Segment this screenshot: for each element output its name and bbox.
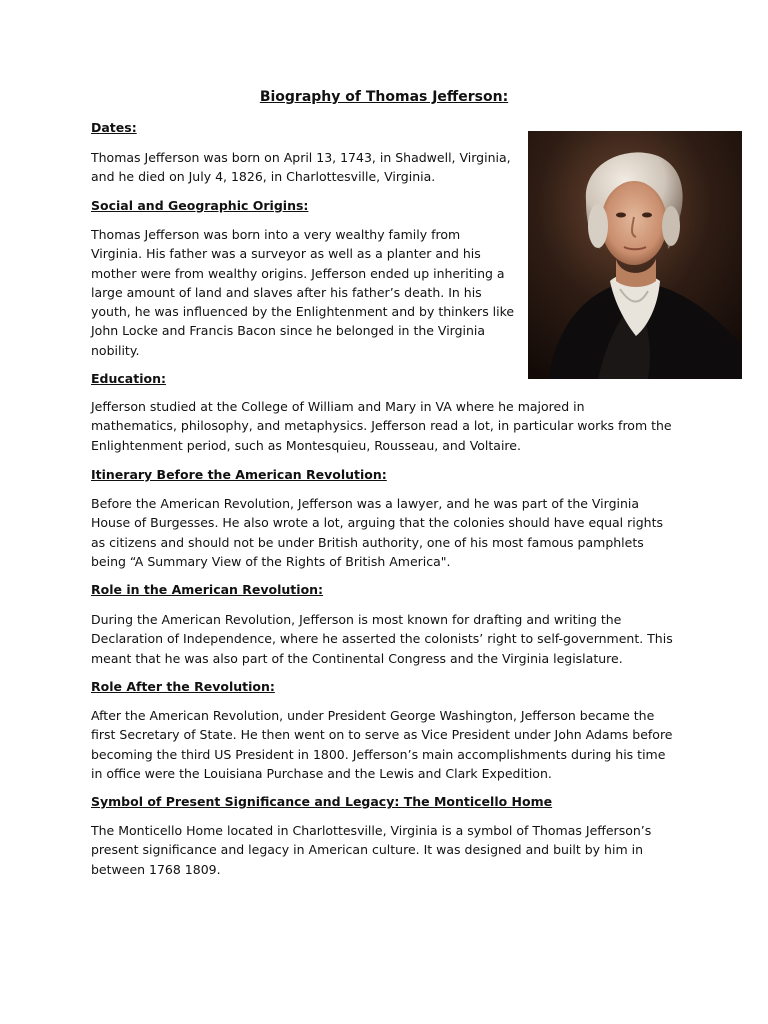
paragraph-line: mathematics, philosophy, and metaphysics. Jefferson read a lot, in particular works from the xyxy=(91,418,672,434)
paragraph-line: After the American Revolution, under President George Washington, Jefferson became the xyxy=(91,708,655,723)
section-heading: Itinerary Before the American Revolution: xyxy=(91,467,387,482)
paragraph-line: as citizens and should not be under British authority, one of his most famous pamphlets xyxy=(91,534,644,550)
paragraph-line: John Locke and Francis Bacon since he belonged in the Virginia xyxy=(91,323,486,339)
paragraph-line: During the American Revolution, Jefferson is most known for drafting and writing the xyxy=(91,612,622,627)
paragraph-line: Thomas Jefferson was born on April 13, 1743, in Shadwell, Virginia, xyxy=(91,150,511,165)
section-paragraph xyxy=(91,494,663,571)
paragraph-line: large amount of land and slaves after his father’s death. In his xyxy=(91,284,482,300)
section-paragraph xyxy=(91,225,514,360)
paragraph-line: meant that he was also part of the Continental Congress and the Virginia legislature. xyxy=(91,650,623,666)
section-paragraph xyxy=(91,706,673,783)
section-heading: Symbol of Present Significance and Legacy: The Monticello Home xyxy=(91,794,553,809)
section-heading: Dates: xyxy=(91,120,137,135)
paragraph-line: and he died on July 4, 1826, in Charlottesville, Virginia. xyxy=(91,169,436,185)
section-heading: Role After the Revolution: xyxy=(91,679,275,694)
section-paragraph xyxy=(91,821,651,879)
section-paragraph xyxy=(91,148,511,187)
paragraph-line: becoming the third US President in 1800. Jefferson’s main accomplishments during his time xyxy=(91,746,666,762)
portrait-icon xyxy=(528,131,742,379)
paragraph-line: Jefferson studied at the College of William and Mary in VA where he majored in xyxy=(91,399,585,414)
paragraph-line: Declaration of Independence, where he asserted the colonists’ right to self-government. This xyxy=(91,631,673,647)
paragraph-line: Enlightenment period, such as Montesquieu, Rousseau, and Voltaire. xyxy=(91,437,521,453)
paragraph-line: being “A Summary View of the Rights of British America". xyxy=(91,553,451,569)
paragraph-line: youth, he was influenced by the Enlightenment and by thinkers like xyxy=(91,304,515,320)
paragraph-line: in office were the Louisiana Purchase and the Lewis and Clark Expedition. xyxy=(91,765,552,781)
document-title: Biography of Thomas Jefferson: xyxy=(259,89,509,105)
section-paragraph xyxy=(91,397,672,455)
paragraph-line: present significance and legacy in American culture. It was designed and built by him in xyxy=(91,842,643,858)
paragraph-line: The Monticello Home located in Charlottesville, Virginia is a symbol of Thomas Jefferson’s xyxy=(91,823,652,838)
section-heading: Education: xyxy=(91,371,166,386)
paragraph-line: Before the American Revolution, Jefferson was a lawyer, and he was part of the Virginia xyxy=(91,496,640,511)
paragraph-line: first Secretary of State. He then went on to serve as Vice President under John Adams before xyxy=(91,727,673,743)
portrait-image xyxy=(528,131,742,379)
paragraph-line: between 1768 1809. xyxy=(91,861,221,877)
paragraph-line: nobility. xyxy=(91,342,140,358)
section-heading: Social and Geographic Origins: xyxy=(91,198,309,213)
paragraph-line: Virginia. His father was a surveyor as well as a planter and his xyxy=(91,246,481,262)
section-paragraph xyxy=(91,610,673,668)
paragraph-line: Thomas Jefferson was born into a very wealthy family from xyxy=(91,227,461,242)
paragraph-line: mother were from wealthy origins. Jefferson ended up inheriting a xyxy=(91,265,505,281)
paragraph-line: House of Burgesses. He also wrote a lot, arguing that the colonies should have equal rights xyxy=(91,515,663,531)
section-heading: Role in the American Revolution: xyxy=(91,582,324,597)
